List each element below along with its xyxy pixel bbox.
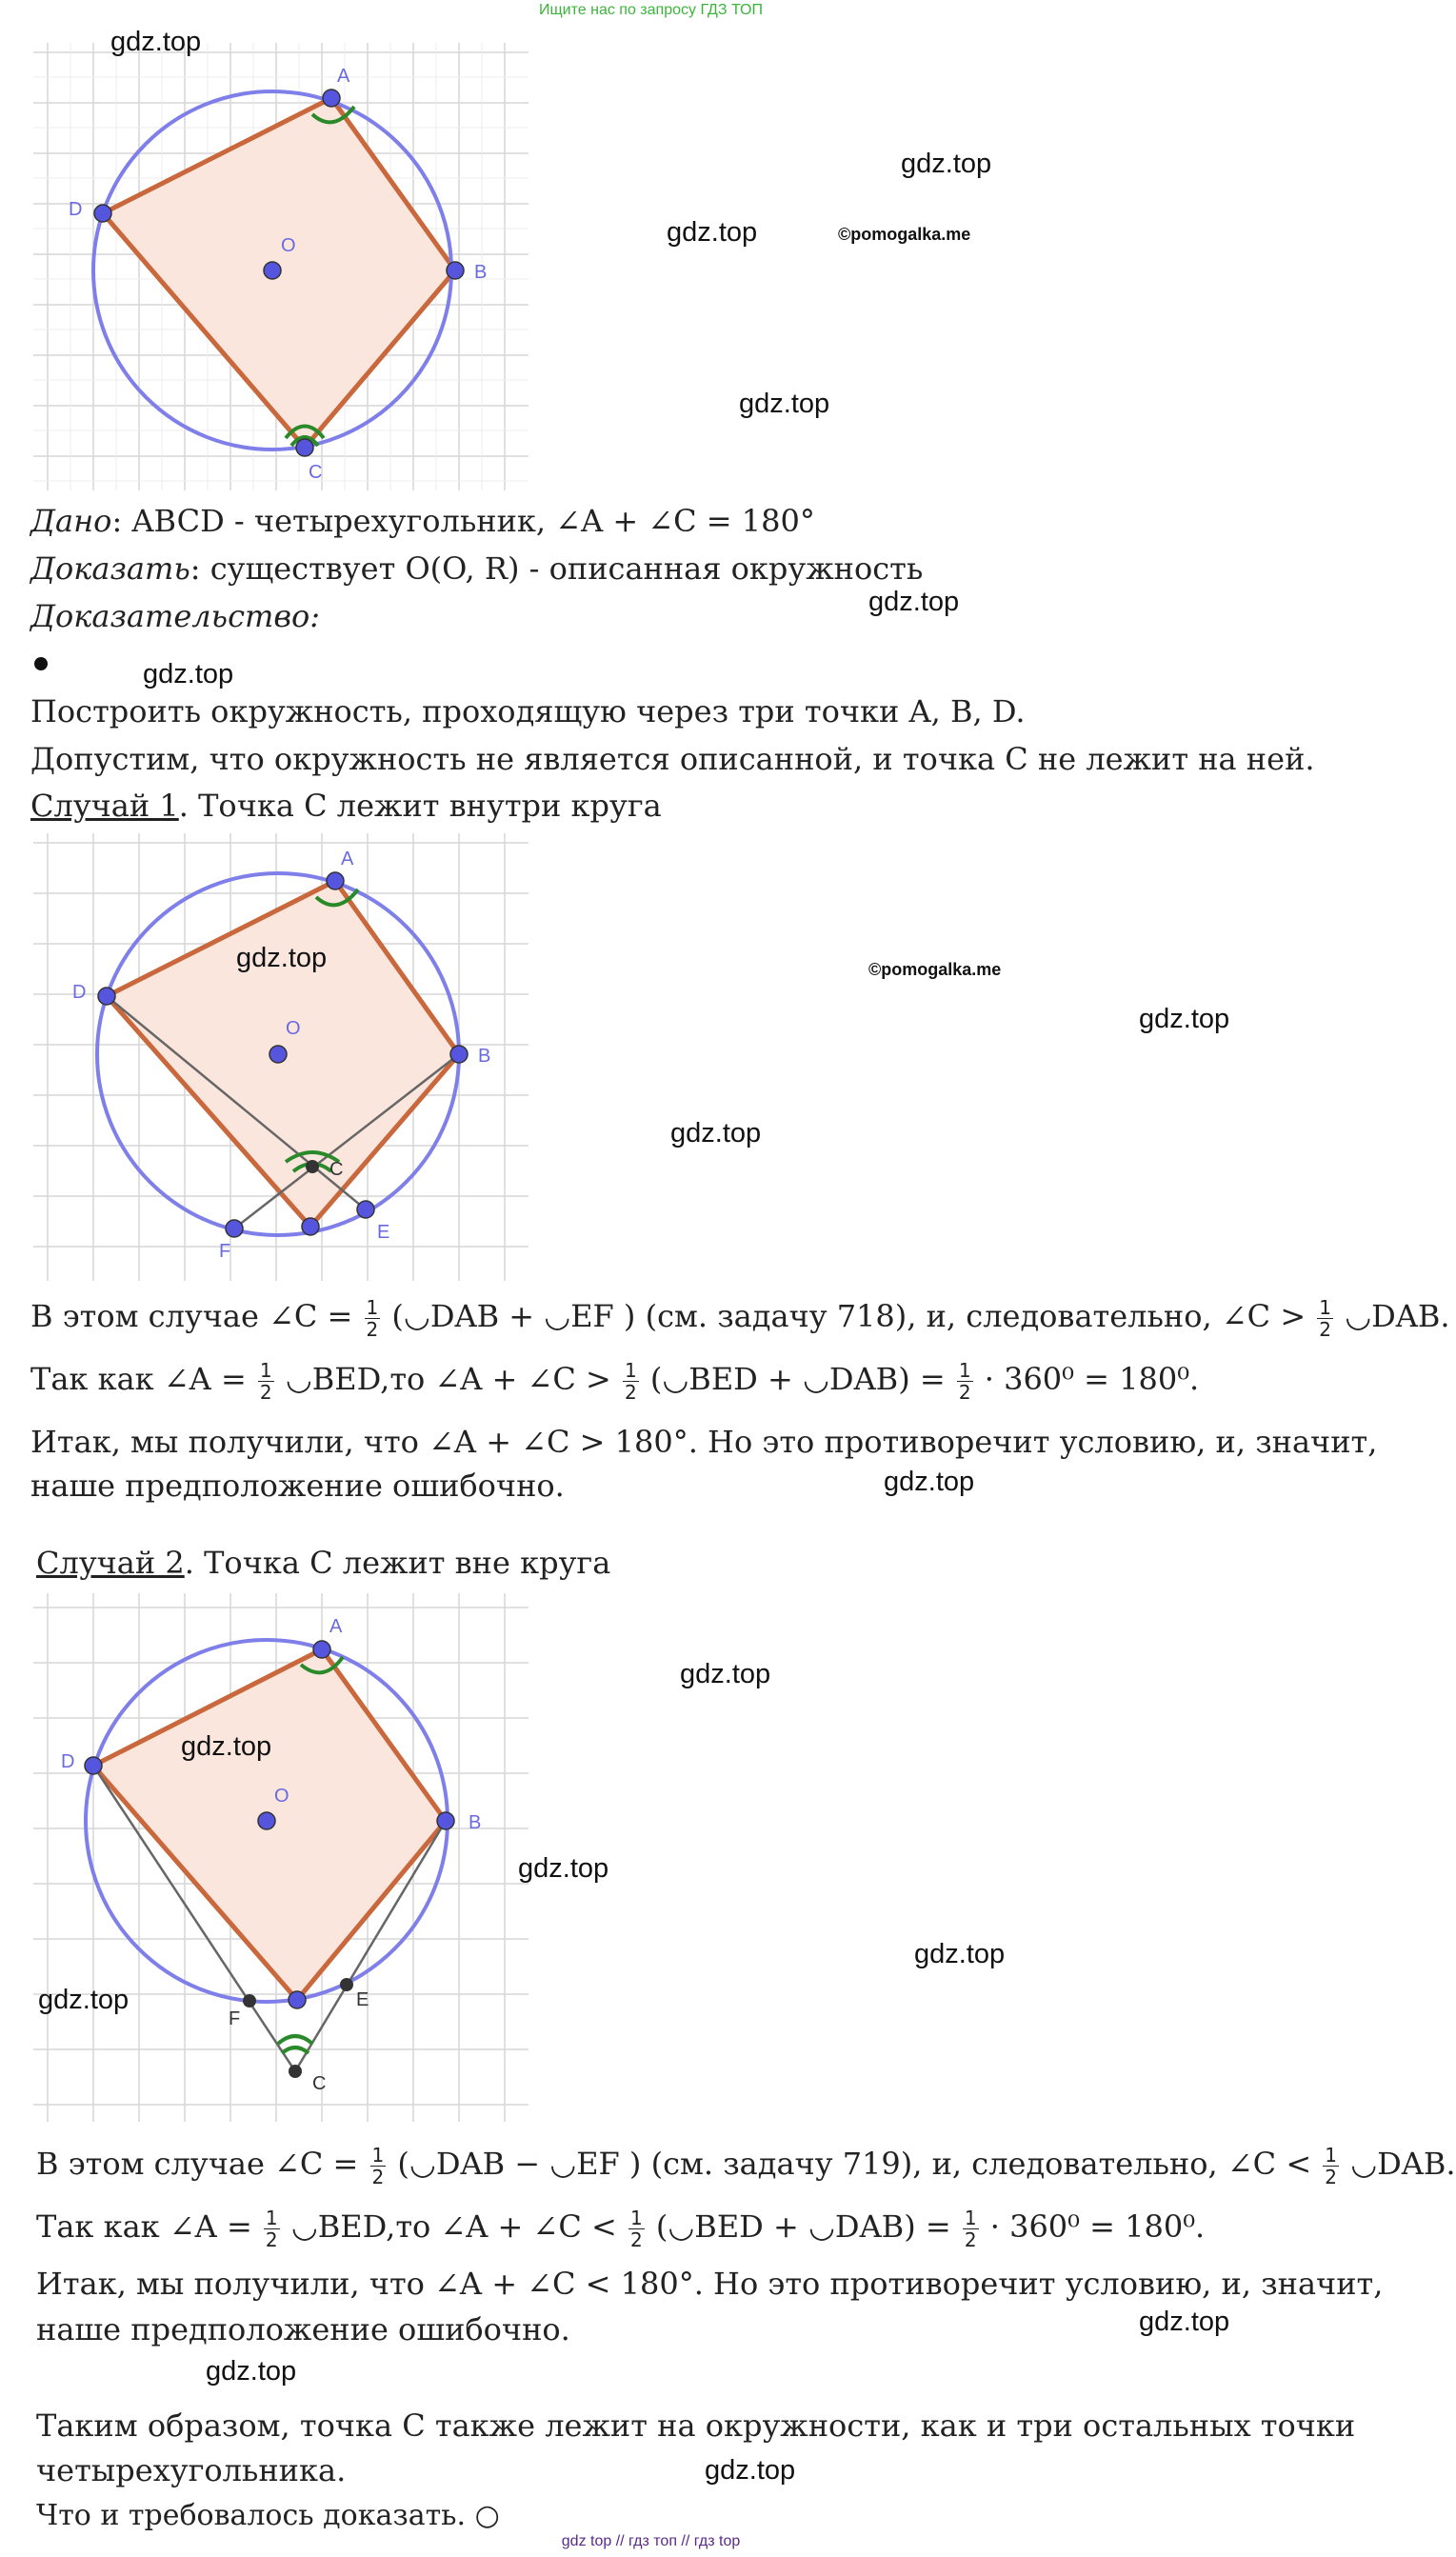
case-1-heading bbox=[30, 787, 662, 825]
watermark: gdz.top bbox=[914, 1939, 1006, 1969]
text: (◡DAB + ◡EF ) (см. задачу 718), и, следовательно, ∠C > bbox=[391, 1298, 1306, 1334]
fraction-half bbox=[365, 1297, 381, 1340]
given-line: Дано: ABCD - четырехугольник, ∠A + ∠C = 180° bbox=[30, 503, 815, 539]
label-A: A bbox=[341, 849, 354, 869]
watermark: gdz.top bbox=[206, 2356, 297, 2387]
given-text: ABCD - четырехугольник, ∠A + ∠C = 180° bbox=[131, 503, 815, 539]
label-O: O bbox=[274, 1786, 289, 1807]
case-2-heading bbox=[36, 1544, 610, 1582]
fraction-half bbox=[957, 1360, 973, 1403]
conclusion-line-2: четырехугольника. bbox=[36, 2452, 347, 2488]
fraction-den: 2 bbox=[1319, 1318, 1332, 1341]
copyright: ©pomogalka.me bbox=[868, 960, 1002, 979]
watermark: gdz.top bbox=[680, 1659, 771, 1689]
figure-1 bbox=[29, 38, 533, 495]
fraction-half bbox=[1323, 2145, 1339, 2187]
text: · 360⁰ = 180⁰. bbox=[989, 2208, 1206, 2245]
fraction-num: 1 bbox=[366, 1296, 379, 1319]
fraction-half bbox=[963, 2207, 979, 2250]
fraction-den: 2 bbox=[958, 1381, 971, 1404]
case-2-line-1 bbox=[36, 2145, 1456, 2187]
fraction-half bbox=[628, 2207, 645, 2250]
label-A: A bbox=[329, 1616, 343, 1637]
label-D: D bbox=[69, 199, 83, 220]
text: · 360⁰ = 180⁰. bbox=[984, 1361, 1200, 1397]
fraction-half bbox=[370, 2145, 387, 2187]
prove-label: Доказать bbox=[30, 550, 190, 587]
footer-links[interactable]: gdz top // гдз топ // гдз top bbox=[561, 2533, 741, 2549]
text: ◡BED,то ∠A + ∠C < bbox=[290, 2208, 617, 2245]
watermark: gdz.top bbox=[236, 943, 328, 973]
fraction-den: 2 bbox=[265, 2228, 278, 2251]
fraction-half bbox=[623, 1360, 639, 1403]
case-1-line-4: наше предположение ошибочно. bbox=[30, 1468, 565, 1504]
watermark: gdz.top bbox=[884, 1467, 975, 1497]
qed-line: Что и требовалось доказать. ○ bbox=[36, 2499, 500, 2532]
label-B: B bbox=[478, 1046, 491, 1067]
label-A: A bbox=[337, 66, 350, 87]
fraction-half bbox=[264, 2207, 280, 2250]
label-O: O bbox=[281, 235, 296, 256]
label-C: C bbox=[329, 1159, 344, 1180]
text: В этом случае ∠C = bbox=[30, 1298, 353, 1334]
bullet bbox=[34, 657, 48, 670]
prove-text: существует O(O, R) - описанная окружность bbox=[209, 550, 924, 587]
label-C: C bbox=[309, 462, 323, 483]
step-1: Построить окружность, проходящую через три точки A, B, D. bbox=[30, 693, 1026, 729]
fraction-den: 2 bbox=[964, 2228, 977, 2251]
label-E: E bbox=[356, 1989, 369, 2010]
case-2-line-3: Итак, мы получили, что ∠A + ∠C < 180°. Но это противоречит условию, и, значит, bbox=[36, 2266, 1384, 2302]
fraction-num: 1 bbox=[964, 2207, 977, 2229]
step-2: Допустим, что окружность не является описанной, и точка C не лежит на ней. bbox=[30, 741, 1315, 777]
case-2-title: Случай 2 bbox=[36, 1545, 185, 1581]
fraction-num: 1 bbox=[629, 2207, 643, 2229]
text: ◡DAB. bbox=[1350, 2146, 1456, 2182]
case-1-line-3: Итак, мы получили, что ∠A + ∠C > 180°. Но это противоречит условию, и, значит, bbox=[30, 1424, 1378, 1460]
case-2-rest: . Точка C лежит вне круга bbox=[184, 1545, 611, 1581]
label-E: E bbox=[377, 1222, 390, 1243]
case-1-rest: . Точка C лежит внутри круга bbox=[178, 788, 662, 824]
fraction-den: 2 bbox=[629, 2228, 643, 2251]
case-1-line-2 bbox=[30, 1360, 1199, 1403]
text: Так как ∠A = bbox=[36, 2208, 252, 2245]
text: (◡BED + ◡DAB) = bbox=[655, 2208, 951, 2245]
label-D: D bbox=[61, 1751, 75, 1772]
watermark: gdz.top bbox=[901, 149, 992, 179]
fraction-den: 2 bbox=[259, 1381, 272, 1404]
text: В этом случае ∠C = bbox=[36, 2146, 359, 2182]
case-1-line-1 bbox=[30, 1297, 1450, 1340]
fraction-num: 1 bbox=[958, 1359, 971, 1382]
conclusion-line-1: Таким образом, точка C также лежит на окружности, как и три остальных точки bbox=[36, 2407, 1356, 2444]
case-2-line-4: наше предположение ошибочно. bbox=[36, 2311, 570, 2347]
case-1-title: Случай 1 bbox=[30, 788, 179, 824]
fraction-den: 2 bbox=[366, 1318, 379, 1341]
prove-line: Доказать: существует O(O, R) - описанная окружность bbox=[30, 550, 924, 587]
search-hint: Ищите нас по запросу ГДЗ ТОП bbox=[539, 2, 763, 18]
fraction-num: 1 bbox=[1319, 1296, 1332, 1319]
fraction-num: 1 bbox=[624, 1359, 637, 1382]
copyright: ©pomogalka.me bbox=[838, 225, 971, 244]
watermark: gdz.top bbox=[1139, 1004, 1230, 1034]
label-C: C bbox=[312, 2073, 327, 2094]
watermark: gdz.top bbox=[518, 1853, 609, 1884]
text: Так как ∠A = bbox=[30, 1361, 247, 1397]
label-F: F bbox=[219, 1241, 231, 1262]
watermark: gdz.top bbox=[1139, 2307, 1230, 2337]
text: ◡BED,то ∠A + ∠C > bbox=[285, 1361, 611, 1397]
label-D: D bbox=[72, 982, 87, 1003]
label-B: B bbox=[469, 1812, 482, 1833]
label-B: B bbox=[474, 262, 488, 283]
fraction-num: 1 bbox=[265, 2207, 278, 2229]
proof-label: Доказательство: bbox=[30, 598, 321, 634]
text: (◡DAB − ◡EF ) (см. задачу 719), и, следовательно, ∠C < bbox=[397, 2146, 1312, 2182]
case-2-line-2 bbox=[36, 2207, 1205, 2250]
watermark: gdz.top bbox=[705, 2455, 796, 2486]
text: ◡DAB. bbox=[1345, 1298, 1450, 1334]
watermark: gdz.top bbox=[667, 217, 758, 248]
fraction-den: 2 bbox=[624, 1381, 637, 1404]
label-O: O bbox=[286, 1018, 301, 1039]
watermark: gdz.top bbox=[143, 659, 234, 689]
given-label: Дано bbox=[30, 503, 112, 539]
fraction-num: 1 bbox=[259, 1359, 272, 1382]
fraction-half bbox=[1317, 1297, 1333, 1340]
fraction-den: 2 bbox=[1325, 2166, 1338, 2188]
figure-3 bbox=[29, 1588, 533, 2131]
fraction-den: 2 bbox=[371, 2166, 385, 2188]
figure-2 bbox=[29, 829, 533, 1286]
fraction-num: 1 bbox=[1325, 2144, 1338, 2167]
watermark: gdz.top bbox=[38, 1985, 130, 2015]
label-F: F bbox=[229, 2008, 241, 2029]
watermark: gdz.top bbox=[868, 587, 960, 617]
fraction-num: 1 bbox=[371, 2144, 385, 2167]
text: (◡BED + ◡DAB) = bbox=[649, 1361, 946, 1397]
watermark: gdz.top bbox=[110, 27, 202, 57]
watermark: gdz.top bbox=[670, 1118, 762, 1149]
watermark: gdz.top bbox=[181, 1731, 272, 1762]
fraction-half bbox=[258, 1360, 274, 1403]
watermark: gdz.top bbox=[739, 389, 830, 419]
